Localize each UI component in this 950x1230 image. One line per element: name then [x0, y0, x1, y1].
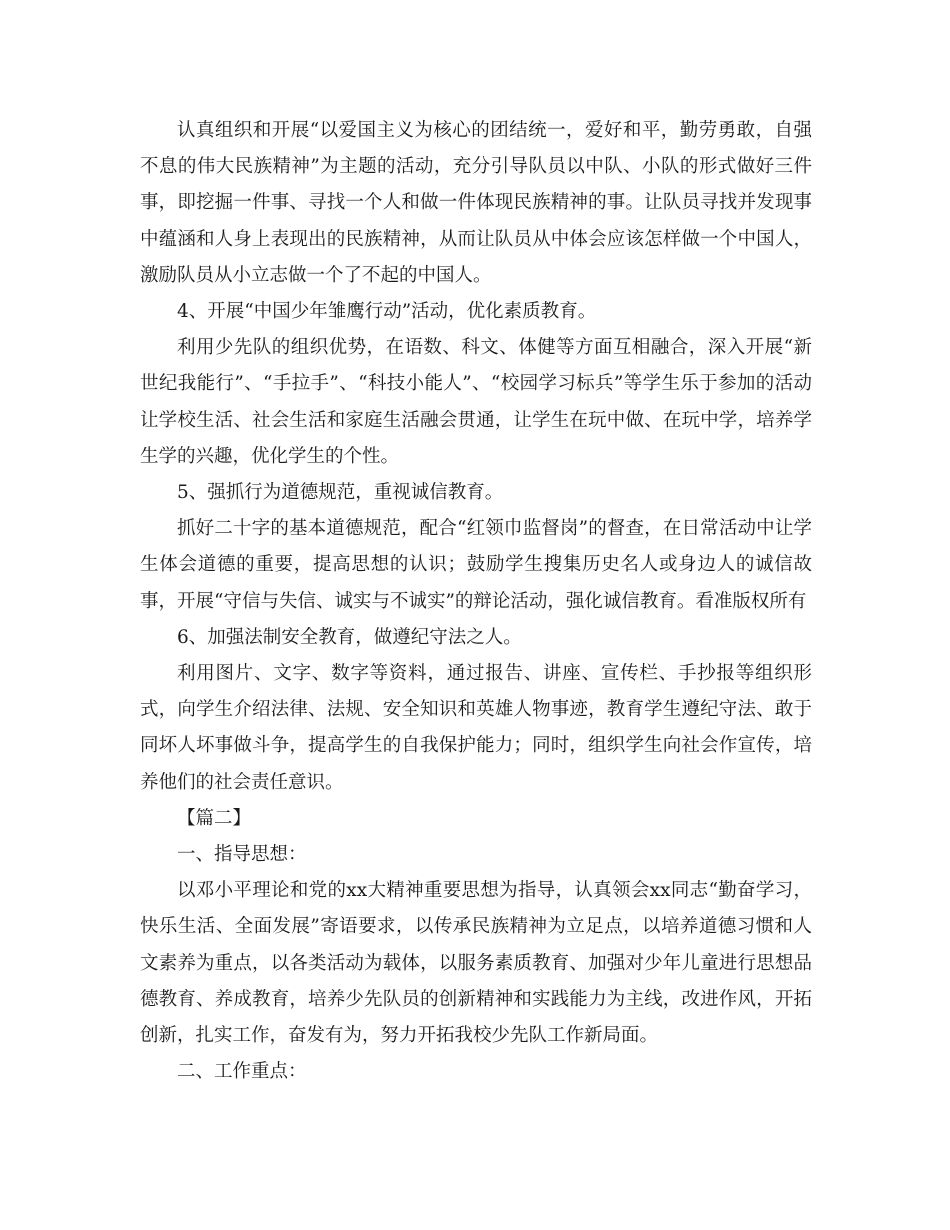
- body-paragraph: 抓好二十字的基本道德规范，配合“红领巾监督岗”的督查，在日常活动中让学生体会道德的重要，提高思想的认识；鼓励学生搜集历史名人或身边人的诚信故事，开展“守信与失信、诚实与不诚实”的辩论活动，强化诚信教育。看准版权所有: [140, 518, 812, 612]
- section-heading: 一、指导思想：: [177, 844, 307, 866]
- body-paragraph: 利用少先队的组织优势，在语数、科文、体健等方面互相融合，深入开展“新世纪我能行”、“手拉手”、“科技小能人”、“校园学习标兵”等学生乐于参加的活动让学校生活、社会生活和家庭生活融会贯通，让学生在玩中做、在玩中学，培养学生学的兴趣，优化学生的个性。: [140, 337, 812, 467]
- body-paragraph: 认真组织和开展“以爱国主义为核心的团结统一，爱好和平，勤劳勇敢，自强不息的伟大民族精神”为主题的活动，充分引导队员以中队、小队的形式做好三件事，即挖掘一件事、寻找一个人和做一件体现民族精神的事。让队员寻找并发现事中蕴涵和人身上表现出的民族精神，从而让队员从中体会应该怎样做一个中国人，激励队员从小立志做一个了不起的中国人。: [140, 120, 812, 286]
- section-heading: 4、开展“中国少年雏鹰行动”活动，优化素质教育。: [177, 301, 597, 323]
- section-heading: 二、工作重点：: [177, 1061, 307, 1083]
- document-body: [140, 113, 812, 1090]
- part-title: 【篇二】: [177, 807, 252, 829]
- section-heading: 5、强抓行为道德规范，重视诚信教育。: [177, 482, 504, 504]
- body-paragraph: 利用图片、文字、数字等资料，通过报告、讲座、宣传栏、手抄报等组织形式，向学生介绍法律、法规、安全知识和英雄人物事迹，教育学生遵纪守法、敢于同坏人坏事做斗争，提高学生的自我保护能力；同时，组织学生向社会作宣传，培养他们的社会责任意识。: [140, 663, 812, 793]
- section-heading: 6、加强法制安全教育，做遵纪守法之人。: [177, 626, 522, 648]
- body-paragraph: 以邓小平理论和党的xx大精神重要思想为指导，认真领会xx同志“勤奋学习，快乐生活、全面发展”寄语要求，以传承民族精神为立足点，以培养道德习惯和人文素养为重点，以各类活动为载体，以服务素质教育、加强对少年儿童进行思想品德教育、养成教育，培养少先队员的创新精神和实践能力为主线，改进作风，开拓创新，扎实工作，奋发有为，努力开拓我校少先队工作新局面。: [140, 880, 812, 1047]
